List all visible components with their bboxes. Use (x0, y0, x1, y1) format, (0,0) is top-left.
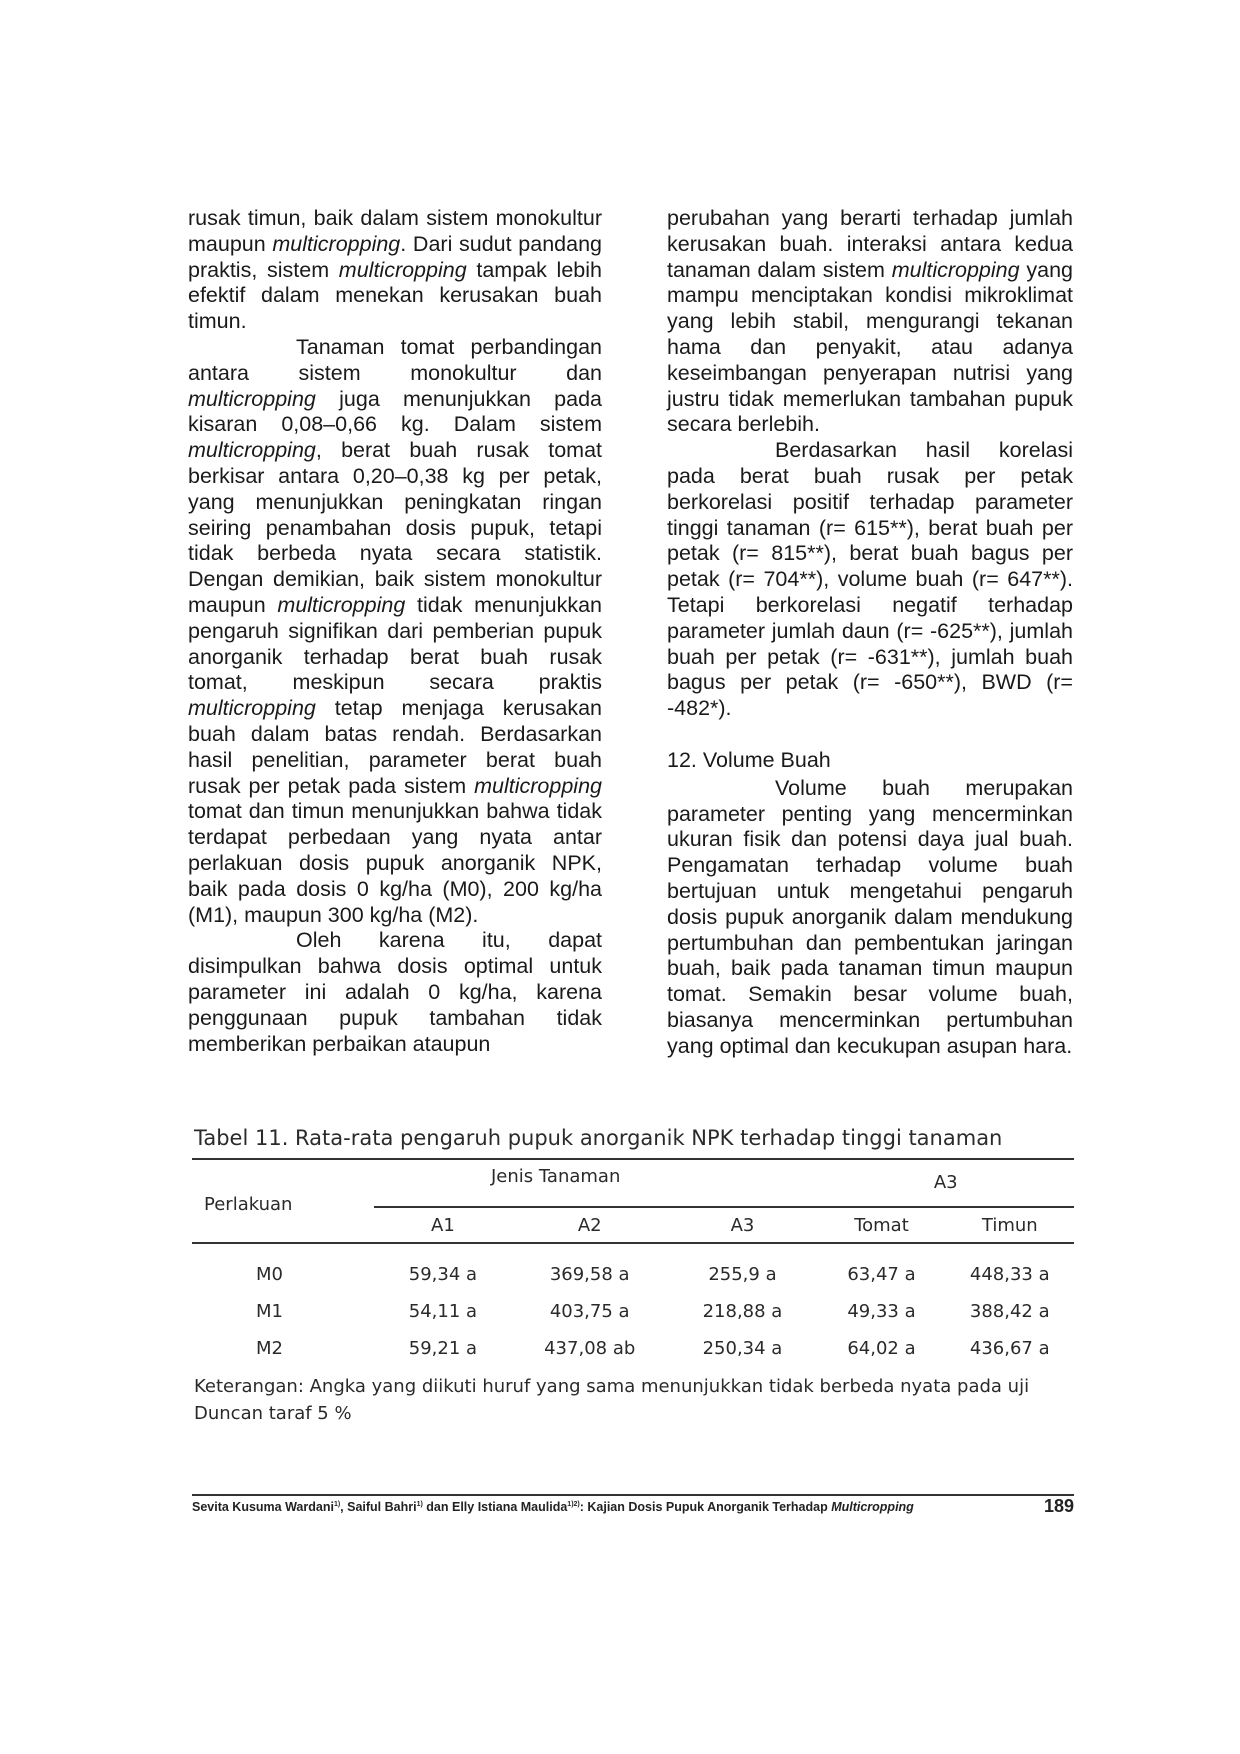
table-cell: 59,34 a (408, 1264, 478, 1285)
text-span: juga menunjukkan pada kisaran 0,08–0,66 kg. Dalam sistem (188, 386, 602, 437)
paragraph (188, 206, 602, 335)
footer-affiliation-mark: 1) (416, 1500, 423, 1508)
table-row (192, 1330, 1074, 1367)
text-span: yang mampu menciptakan kondisi mikroklimat yang lebih stabil, mengurangi tekanan hama dan penyakit, atau adanya keseimbangan penyerapan nutrisi yang justru tidak memerlukan tambahan pupuk secara berlebih. (667, 257, 1073, 437)
italic-term: multicropping (338, 257, 467, 282)
right-text-column (667, 206, 1073, 1060)
footer-title-italic: Multicropping (831, 1500, 914, 1514)
text-span: Tanaman tomat perbandingan antara sistem monokultur dan (188, 334, 602, 385)
spacer-cell (353, 1293, 374, 1330)
page-number: 189 (1043, 1496, 1074, 1516)
table-cell: 54,11 a (408, 1301, 478, 1322)
paragraph: Oleh karena itu, dapat disimpulkan bahwa dosis optimal untuk parameter ini adalah 0 kg/ha, karena penggunaan pupuk tambahan tidak memberikan perbaikan ataupun (188, 928, 602, 1056)
header-a3-group: A3 (817, 1159, 1074, 1207)
table-cell: 59,21 a (408, 1338, 478, 1359)
footer-author: , Saiful Bahri (340, 1500, 417, 1514)
footer-citation (192, 1500, 914, 1514)
table-caption: Tabel 11. Rata-rata pengaruh pupuk anorganik NPK terhadap tinggi tanaman (194, 1126, 1003, 1150)
table-cell: 64,02 a (847, 1338, 916, 1359)
footer-rule (192, 1494, 1074, 1496)
table-cell: 436,67 a (969, 1338, 1050, 1359)
header-col-a2: A2 (512, 1207, 668, 1243)
row-label: M0 (256, 1264, 283, 1285)
table-cell: 49,33 a (847, 1301, 916, 1322)
italic-term: multicropping (188, 696, 316, 721)
table-row (192, 1293, 1074, 1330)
table-cell: 437,08 ab (544, 1338, 636, 1359)
header-col-timun: Timun (946, 1207, 1074, 1243)
italic-term: multicropping (277, 592, 406, 617)
spacer-cell (353, 1330, 374, 1367)
text-span: . Dari sudut pandang praktis, sistem (188, 231, 602, 282)
text-span: tampak lebih efektif dalam menekan kerusakan buah timun. (188, 257, 602, 334)
header-col-a1: A1 (374, 1207, 512, 1243)
data-table (192, 1158, 1074, 1367)
row-label: M1 (256, 1301, 283, 1322)
table-note: Keterangan: Angka yang diikuti huruf yang sama menunjukkan tidak berbeda nyata pada uji Duncan taraf 5 % (194, 1376, 1030, 1424)
header-col-a3: A3 (668, 1207, 818, 1243)
header-perlakuan: Perlakuan (192, 1159, 353, 1243)
footer-affiliation-mark: 1) (333, 1500, 341, 1508)
footer-affiliation-mark: 1)2) (567, 1500, 580, 1508)
paragraph: Berdasarkan hasil korelasi pada berat buah rusak per petak berkorelasi positif terhadap parameter tinggi tanaman (r= 615**), berat buah per petak (r= 815**), berat buah bagus per petak (r= 704**), volume buah (r= 647**). Tetapi berkorelasi negatif terhadap parameter jumlah daun (r= -625**), jumlah buah per petak (r= -631**), jumlah buah bagus per petak (r= -650**), BWD (r= -482*). (667, 438, 1073, 721)
text-span: , berat buah rusak tomat berkisar antara 0,20–0,38 kg per petak, yang menunjukkan peningkatan ringan seiring penambahan dosis pupuk, tetapi tidak berbeda nyata secara statistik. Dengan demikian, baik sistem monokultur maupun (188, 438, 602, 617)
table-cell: 255,9 a (708, 1264, 777, 1285)
header-jenis-tanaman: Jenis Tanaman (374, 1159, 817, 1207)
text-span: perubahan yang berarti terhadap jumlah kerusakan buah. interaksi antara kedua tanaman dalam sistem (667, 206, 1073, 282)
table-row (192, 1243, 1074, 1293)
table-cell: 369,58 a (549, 1264, 630, 1285)
table-cell: 448,33 a (969, 1264, 1050, 1285)
text-span: rusak timun, baik dalam sistem monokultur maupun (188, 206, 602, 256)
table-cell: 63,47 a (847, 1264, 916, 1285)
spacer-cell (353, 1243, 374, 1293)
italic-term: multicropping (188, 386, 316, 411)
text-span: tidak menunjukkan pengaruh signifikan dari pemberian pupuk anorganik terhadap berat buah rusak tomat, meskipun secara praktis (188, 592, 602, 695)
header-spacer (353, 1159, 374, 1207)
italic-term: multicropping (188, 438, 316, 463)
text-span: tetap menjaga kerusakan buah dalam batas rendah. Berdasarkan hasil penelitian, parameter berat buah rusak per petak pada sistem (188, 696, 602, 798)
text-span: tomat dan timun menunjukkan bahwa tidak terdapat perbedaan yang nyata antar perlakuan dosis pupuk anorganik NPK, baik pada dosis 0 kg/ha (M0), 200 kg/ha (M1), maupun 300 kg/ha (M2). (188, 799, 602, 927)
italic-term: multicropping (474, 773, 602, 798)
paragraph (188, 335, 602, 928)
italic-term: multicropping (272, 231, 401, 256)
table-cell: 218,88 a (702, 1301, 783, 1322)
header-col-tomat: Tomat (817, 1207, 945, 1243)
footer-author: dan Elly Istiana Maulida (422, 1500, 568, 1514)
paragraph: Volume buah merupakan parameter penting yang mencerminkan ukuran fisik dan potensi daya jual buah. Pengamatan terhadap volume buah bertujuan untuk mengetahui pengaruh dosis pupuk anorganik dalam mendukung pertumbuhan dan pembentukan jaringan buah, baik pada tanaman timun maupun tomat. Semakin besar volume buah, biasanya mencerminkan pertumbuhan yang optimal dan kecukupan asupan hara. (667, 775, 1073, 1058)
table-cell: 403,75 a (549, 1301, 630, 1322)
table-cell: 388,42 a (969, 1301, 1050, 1322)
italic-term: multicropping (891, 257, 1020, 282)
section-heading: 12. Volume Buah (667, 747, 831, 772)
footer-author: Sevita Kusuma Wardani (192, 1500, 334, 1514)
left-text-column (188, 206, 602, 1057)
table-cell: 250,34 a (702, 1338, 783, 1359)
paragraph (667, 206, 1073, 438)
table-block (192, 1126, 1074, 1427)
footer-title: : Kajian Dosis Pupuk Anorganik Terhadap (579, 1500, 832, 1514)
header-spacer (353, 1207, 374, 1243)
row-label: M2 (256, 1338, 283, 1359)
